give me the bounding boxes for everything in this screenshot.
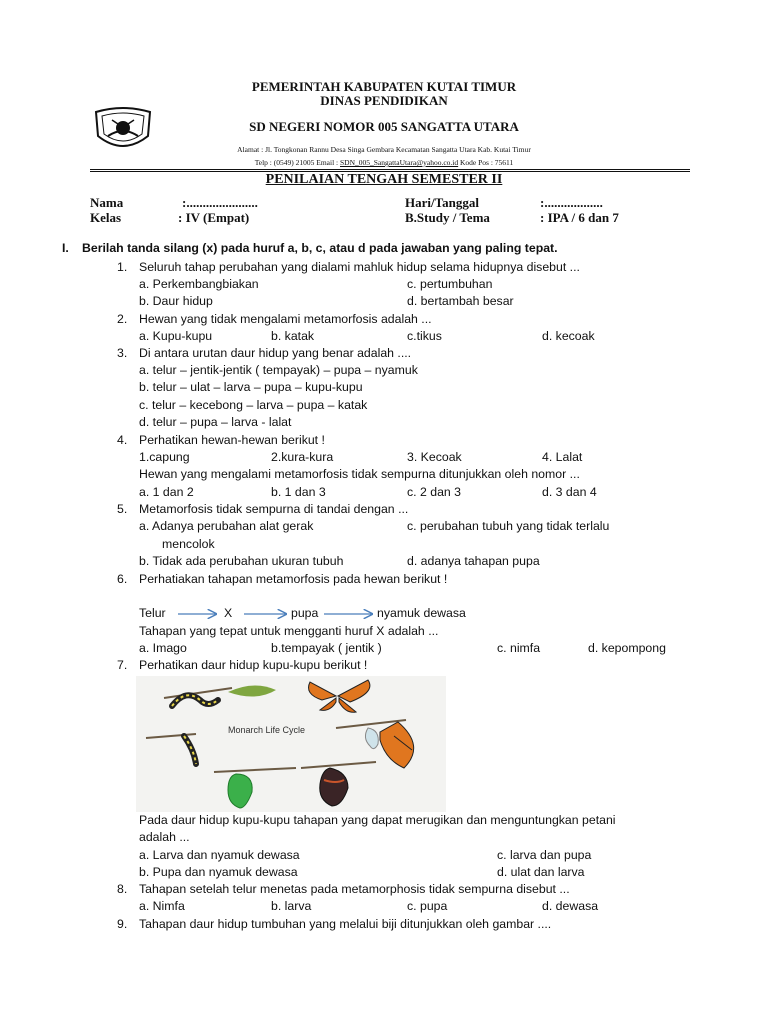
diagram-label: Monarch Life Cycle [228, 725, 306, 735]
class-value: : IV (Empat) [178, 210, 250, 225]
q6-stage-pupa: pupa [291, 606, 319, 620]
header-address: Alamat : Jl. Tongkonan Rannu Desa Singa Gembara Kecamatan Sangatta Utara Kab. Kutai Timur [237, 145, 531, 154]
subject-label: B.Study / Tema [405, 210, 490, 225]
q7-option-d: d. ulat dan larva [497, 865, 585, 879]
q4-option-d: d. 3 dan 4 [542, 485, 597, 499]
q6-option-b: b.tempayak ( jentik ) [271, 641, 382, 655]
q2-number: 2. [117, 312, 128, 326]
q2-option-a: a. Kupu-kupu [139, 329, 213, 343]
name-label: Nama [90, 195, 124, 210]
q6-option-d: d. kepompong [588, 641, 666, 655]
q5-option-a: a. Adanya perubahan alat gerak [139, 519, 314, 533]
q4-text-2: Hewan yang mengalami metamorfosis tidak sempurna ditunjukkan oleh nomor ... [139, 467, 580, 481]
q8-number: 8. [117, 882, 128, 896]
q6-text-2: Tahapan yang tepat untuk mengganti huruf X adalah ... [139, 624, 439, 638]
q6-number: 6. [117, 572, 128, 586]
q9-text: Tahapan daur hidup tumbuhan yang melalui biji ditunjukkan oleh gambar .... [139, 917, 552, 931]
q7-option-a: a. Larva dan nyamuk dewasa [139, 848, 300, 862]
q8-option-d: d. dewasa [542, 899, 599, 913]
q1-option-a: a. Perkembangbiakan [139, 277, 259, 291]
q3-option-a: a. telur – jentik-jentik ( tempayak) – pupa – nyamuk [139, 363, 418, 377]
q6-stage-egg: Telur [139, 606, 166, 620]
class-label: Kelas [90, 210, 122, 225]
header-school-name: SD NEGERI NOMOR 005 SANGATTA UTARA [249, 119, 519, 134]
q5-number: 5. [117, 502, 128, 516]
q9-number: 9. [117, 917, 128, 931]
q3-option-c: c. telur – kecebong – larva – pupa – katak [139, 398, 368, 412]
monarch-life-cycle-diagram [136, 676, 446, 812]
q7-option-b: b. Pupa dan nyamuk dewasa [139, 865, 298, 879]
header-government: PEMERINTAH KABUPATEN KUTAI TIMUR [251, 79, 517, 94]
q4-animal-2: 2.kura-kura [271, 450, 334, 464]
q7-text-2: Pada daur hidup kupu-kupu tahapan yang dapat merugikan dan menguntungkan petani [139, 813, 616, 827]
q1-option-d: d. bertambah besar [407, 294, 514, 308]
q6-text: Perhatiakan tahapan metamorfosis pada hewan berikut ! [139, 572, 448, 586]
q8-text: Tahapan setelah telur menetas pada metamorphosis tidak sempurna disebut ... [139, 882, 570, 896]
q4-animal-3: 3. Kecoak [407, 450, 462, 464]
date-label: Hari/Tanggal [405, 195, 479, 210]
q6-arrows [176, 606, 436, 622]
q4-animal-1: 1.capung [139, 450, 190, 464]
q3-option-b: b. telur – ulat – larva – pupa – kupu-kupu [139, 380, 363, 394]
q2-text: Hewan yang tidak mengalami metamorfosis adalah ... [139, 312, 432, 326]
q5-option-d: d. adanya tahapan pupa [407, 554, 540, 568]
header-contact: Telp : (0549) 21005 Email : SDN_005_SangattaUtara@yahoo.co.id Kode Pos : 75611 [254, 158, 514, 167]
q4-option-b: b. 1 dan 3 [271, 485, 326, 499]
header-email: SDN_005_SangattaUtara@yahoo.co.id [340, 158, 459, 167]
q4-option-a: a. 1 dan 2 [139, 485, 194, 499]
q8-option-c: c. pupa [407, 899, 448, 913]
q2-option-c: c.tikus [407, 329, 442, 343]
subject-value: : IPA / 6 dan 7 [540, 210, 619, 225]
q5-text: Metamorfosis tidak sempurna di tandai dengan ... [139, 502, 409, 516]
q8-option-b: b. larva [271, 899, 312, 913]
q4-animal-4: 4. Lalat [542, 450, 583, 464]
q1-number: 1. [117, 260, 128, 274]
name-field: :...................... [182, 195, 258, 210]
q7-text-3: adalah ... [139, 830, 190, 844]
q7-text: Perhatikan daur hidup kupu-kupu berikut ! [139, 658, 368, 672]
q2-option-b: b. katak [271, 329, 315, 343]
section-instruction: Berilah tanda silang (x) pada huruf a, b, c, atau d pada jawaban yang paling tepat. [82, 241, 558, 255]
exam-title: PENILAIAN TENGAH SEMESTER II [265, 172, 503, 187]
q4-option-c: c. 2 dan 3 [407, 485, 462, 499]
q6-stage-x: X [224, 606, 233, 620]
q2-option-d: d. kecoak [542, 329, 595, 343]
q6-option-c: c. nimfa [497, 641, 541, 655]
q3-option-d: d. telur – pupa – larva - lalat [139, 415, 292, 429]
q3-number: 3. [117, 346, 128, 360]
q6-option-a: a. Imago [139, 641, 187, 655]
q4-number: 4. [117, 433, 128, 447]
section-number: I. [62, 241, 69, 255]
q3-text: Di antara urutan daur hidup yang benar adalah .... [139, 346, 412, 360]
q6-stage-adult: nyamuk dewasa [377, 606, 466, 620]
q1-text: Seluruh tahap perubahan yang dialami mahluk hidup selama hidupnya disebut ... [139, 260, 580, 274]
q7-option-c: c. larva dan pupa [497, 848, 592, 862]
header-department: DINAS PENDIDIKAN [320, 93, 448, 108]
q8-option-a: a. Nimfa [139, 899, 185, 913]
q5-option-b: b. Tidak ada perubahan ukuran tubuh [139, 554, 344, 568]
q7-number: 7. [117, 658, 128, 672]
header-divider [90, 169, 690, 170]
q1-option-b: b. Daur hidup [139, 294, 213, 308]
q5-option-c: c. perubahan tubuh yang tidak terlalu [407, 519, 610, 533]
q1-option-c: c. pertumbuhan [407, 277, 493, 291]
q5-option-c-cont: mencolok [162, 537, 215, 551]
date-field: :.................. [540, 195, 603, 210]
q4-text: Perhatikan hewan-hewan berikut ! [139, 433, 325, 447]
